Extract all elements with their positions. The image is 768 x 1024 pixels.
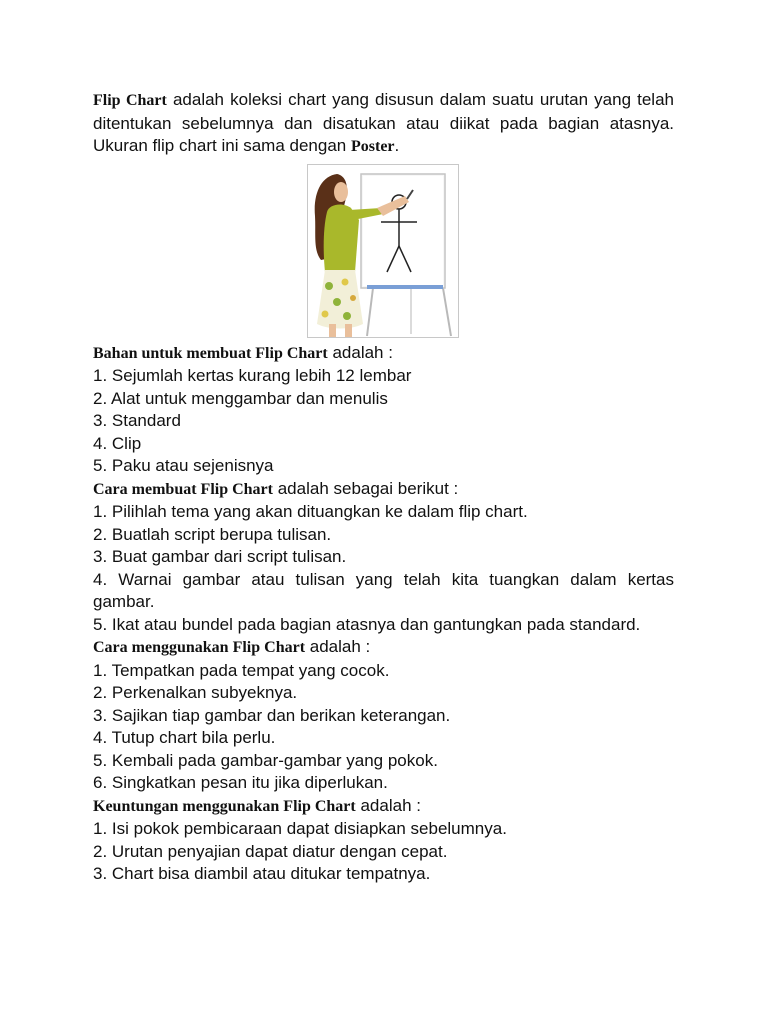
list-item: 3. Chart bisa diambil atau ditukar tempatnya. — [93, 864, 431, 883]
intro-paragraph — [93, 89, 674, 159]
section-suffix: adalah sebagai berikut : — [277, 478, 459, 498]
section-list — [93, 365, 674, 478]
list-item: 5. Kembali pada gambar-gambar yang pokok. — [93, 750, 438, 770]
section-heading — [93, 636, 674, 660]
list-item: 3. Buat gambar dari script tulisan. — [93, 547, 347, 566]
list-item: 5. Paku atau sejenisnya — [93, 456, 274, 475]
list-item: 5. Ikat atau bundel pada bagian atasnya dan gantungkan pada standard. — [93, 614, 641, 634]
list-item: 2. Urutan penyajian dapat diatur dengan cepat. — [93, 841, 448, 861]
section-cara-membuat — [93, 478, 674, 637]
list-item: 2. Buatlah script berupa tulisan. — [93, 524, 332, 544]
section-suffix: adalah : — [309, 637, 371, 656]
section-heading — [93, 478, 674, 502]
section-cara-menggunakan — [93, 636, 674, 795]
list-item: 1. Pilihlah tema yang akan dituangkan ke dalam flip chart. — [93, 502, 528, 521]
section-heading — [93, 795, 674, 819]
list-item: 6. Singkatkan pesan itu jika diperlukan. — [93, 773, 388, 792]
section-keuntungan — [93, 795, 674, 886]
section-title: Keuntungan menggunakan Flip Chart — [93, 797, 356, 815]
flip-chart-illustration — [307, 164, 459, 338]
list-item: 3. Sajikan tiap gambar dan berikan keterangan. — [93, 705, 451, 725]
intro-text: adalah koleksi chart yang disusun dalam suatu urutan yang telah ditentukan sebelumnya dan disatukan atau diikat pada bagian atasnya. Ukuran flip chart ini sama dengan — [93, 90, 674, 155]
section-list — [93, 818, 674, 886]
list-item: 4. Clip — [93, 433, 142, 453]
list-item: 2. Alat untuk menggambar dan menulis — [93, 388, 388, 408]
section-list — [93, 501, 674, 636]
intro-end: . — [394, 136, 400, 155]
list-item: 3. Standard — [93, 411, 181, 430]
section-list — [93, 660, 674, 795]
section-title: Cara membuat Flip Chart — [93, 480, 273, 498]
section-suffix: adalah : — [360, 795, 421, 815]
section-heading — [93, 342, 674, 366]
section-title: Bahan untuk membuat Flip Chart — [93, 344, 328, 362]
section-suffix: adalah : — [332, 342, 393, 362]
list-item: 4. Warnai gambar atau tulisan yang telah kita tuangkan dalam kertas gambar. — [93, 569, 674, 611]
document-page — [93, 89, 674, 886]
list-item: 1. Sejumlah kertas kurang lebih 12 lembar — [93, 366, 412, 385]
list-item: 1. Isi pokok pembicaraan dapat disiapkan sebelumnya. — [93, 819, 507, 838]
list-item: 4. Tutup chart bila perlu. — [93, 728, 276, 747]
intro-term-poster: Poster — [350, 138, 395, 155]
intro-term: Flip Chart — [93, 92, 167, 109]
list-item: 1. Tempatkan pada tempat yang cocok. — [93, 660, 390, 680]
section-title: Cara menggunakan Flip Chart — [93, 639, 306, 656]
list-item: 2. Perkenalkan subyeknya. — [93, 683, 298, 702]
woman-drawing-stick-figure-on-flip-chart-icon — [307, 164, 459, 338]
section-bahan — [93, 342, 674, 478]
